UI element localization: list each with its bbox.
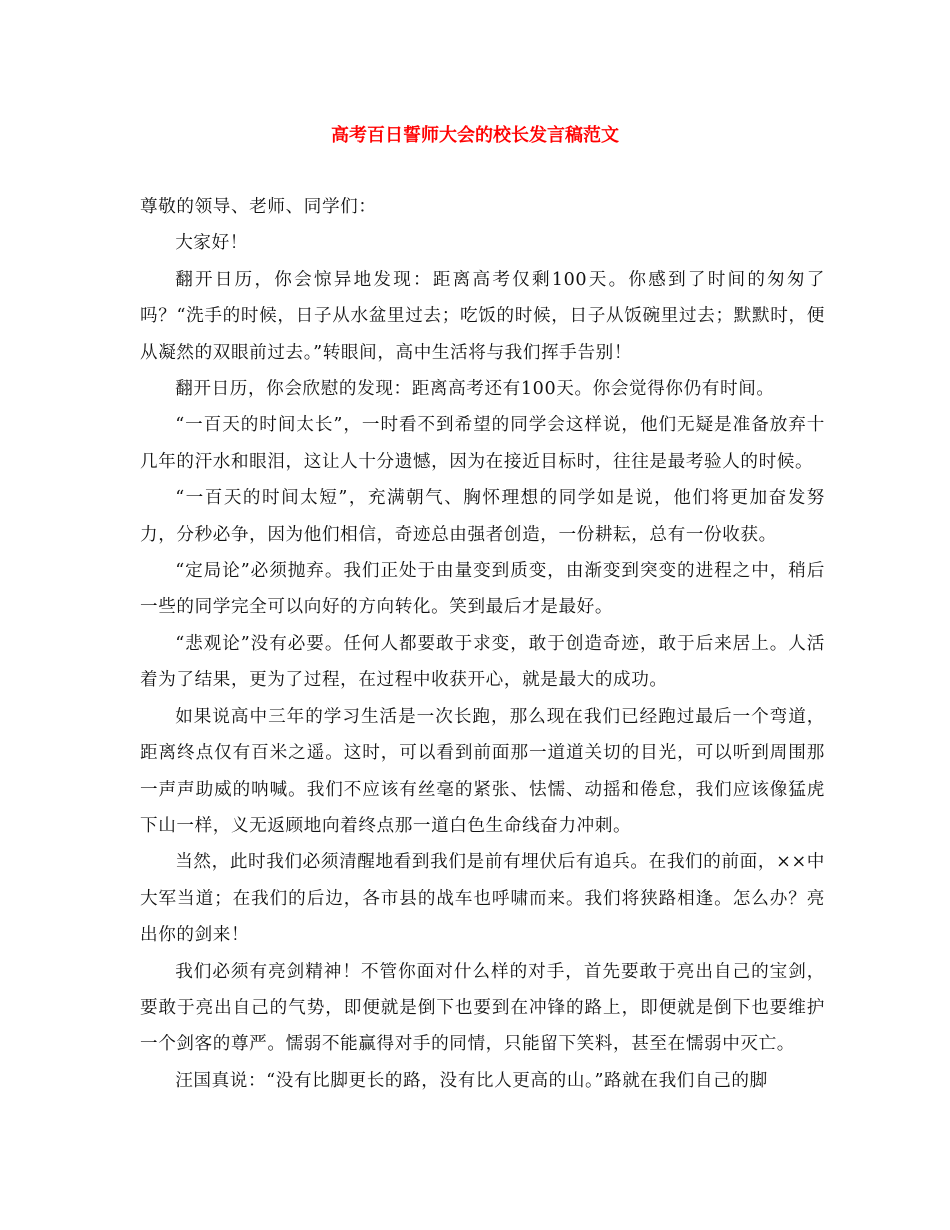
paragraph-4: “一百天的时间太短”，充满朝气、胸怀理想的同学如是说，他们将更加奋发努力，分秒必争，因为他们相信，奇迹总由强者创造，一份耕耘，总有一份收获。 <box>140 488 825 545</box>
paragraph-greeting: 大家好！ <box>175 233 248 254</box>
paragraph-1: 翻开日历，你会惊异地发现：距离高考仅剩100天。你感到了时间的匆匆了吗？“洗手的时候，日子从水盆里过去；吃饭的时候，日子从饭碗里过去；默默时，便从凝然的双眼前过去。”转眼间，高中生活将与我们挥手告别！ <box>140 269 825 363</box>
paragraph-2: 翻开日历，你会欣慰的发现：距离高考还有100天。你会觉得你仍有时间。 <box>175 379 775 400</box>
paragraph-6: “悲观论”没有必要。任何人都要敢于求变，敢于创造奇迹，敢于后来居上。人活着为了结果，更为了过程，在过程中收获开心，就是最大的成功。 <box>140 633 825 691</box>
paragraph-8: 当然，此时我们必须清醒地看到我们是前有埋伏后有追兵。在我们的前面，××中大军当道；在我们的后边，各市县的战车也呼啸而来。我们将狭路相逢。怎么办？亮出你的剑来！ <box>140 852 825 946</box>
paragraph-3: “一百天的时间太长”，一时看不到希望的同学会这样说，他们无疑是准备放弃十几年的汗水和眼泪，这让人十分遗憾，因为在接近目标时，往往是最考验人的时候。 <box>140 415 825 472</box>
salutation: 尊敬的领导、老师、同学们： <box>140 197 377 217</box>
document-body <box>140 189 825 1099</box>
document-title: 高考百日誓师大会的校长发言稿范文 <box>331 125 619 146</box>
paragraph-10: 汪国真说：“没有比脚更长的路，没有比人更高的山。”路就在我们自己的脚 <box>175 1070 768 1091</box>
paragraph-9: 我们必须有亮剑精神！不管你面对什么样的对手，首先要敢于亮出自己的宝剑，要敢于亮出自己的气势，即便就是倒下也要到在冲锋的路上，即便就是倒下也要维护一个剑客的尊严。懦弱不能赢得对手的同情，只能留下笑料，甚至在懦弱中灭亡。 <box>140 961 825 1055</box>
paragraph-5: “定局论”必须抛弃。我们正处于由量变到质变，由渐变到突变的进程之中，稍后一些的同学完全可以向好的方向转化。笑到最后才是最好。 <box>140 561 825 618</box>
paragraph-7: 如果说高中三年的学习生活是一次长跑，那么现在我们已经跑过最后一个弯道，距离终点仅有百米之遥。这时，可以看到前面那一道道关切的目光，可以听到周围那一声声助威的呐喊。我们不应该有丝毫的紧张、怯懦、动摇和倦怠，我们应该像猛虎下山一样，义无返顾地向着终点那一道白色生命线奋力冲刺。 <box>140 706 825 836</box>
